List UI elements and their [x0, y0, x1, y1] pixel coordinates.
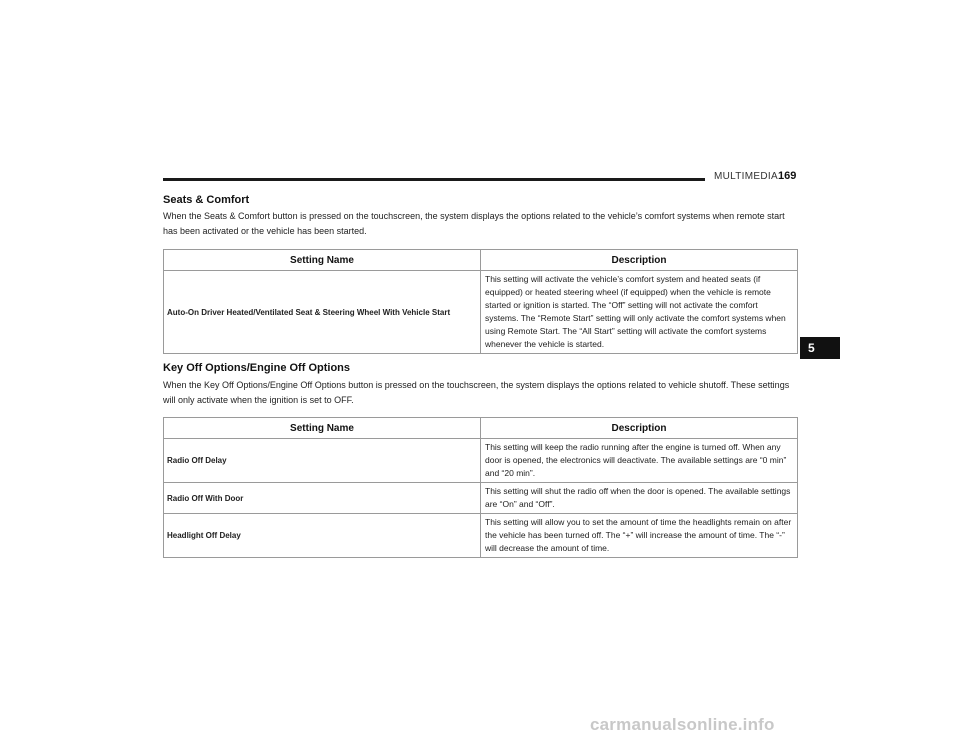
seats-comfort-table — [163, 249, 798, 354]
table-row — [164, 271, 798, 354]
seats-comfort-title: Seats & Comfort — [163, 194, 250, 206]
setting-description: This setting will allow you to set the amount of time the headlights remain on after the vehicle has been turned off. The “+” will increase the amount of time. The “-” will decrease the amount of time. — [481, 514, 798, 558]
running-header-section: MULTIMEDIA — [714, 171, 778, 182]
seats-comfort-intro: When the Seats & Comfort button is pressed on the touchscreen, the system displays the options related to the vehicle’s comfort systems when remote start has been activated or the vehicle has been started. — [163, 211, 785, 236]
setting-name: Auto-On Driver Heated/Ventilated Seat & Steering Wheel With Vehicle Start — [164, 271, 481, 354]
page-number: 169 — [778, 170, 797, 182]
key-off-table — [163, 417, 798, 558]
watermark-text: carmanualsonline.info — [590, 715, 775, 734]
column-header-setting-name: Setting Name — [164, 250, 481, 271]
key-off-intro: When the Key Off Options/Engine Off Options button is pressed on the touchscreen, the system displays the options related to vehicle shutoff. These settings will only activate when the ignition is set to OFF. — [163, 380, 790, 405]
table-row — [164, 483, 798, 514]
header-rule — [163, 178, 705, 181]
setting-description: This setting will shut the radio off when the door is opened. The available settings are “On” and “Off”. — [481, 483, 798, 514]
column-header-description: Description — [481, 418, 798, 439]
key-off-title: Key Off Options/Engine Off Options — [163, 362, 350, 374]
setting-name: Radio Off With Door — [164, 483, 481, 514]
table-row — [164, 514, 798, 558]
column-header-setting-name: Setting Name — [164, 418, 481, 439]
column-header-description: Description — [481, 250, 798, 271]
table-header-row — [164, 250, 798, 271]
setting-description: This setting will keep the radio running after the engine is turned off. When any door is opened, the electronics will deactivate. The available settings are “0 min” and “20 min”. — [481, 439, 798, 483]
setting-name: Headlight Off Delay — [164, 514, 481, 558]
table-row — [164, 439, 798, 483]
setting-name: Radio Off Delay — [164, 439, 481, 483]
chapter-tab: 5 — [800, 337, 840, 359]
table-header-row — [164, 418, 798, 439]
setting-description: This setting will activate the vehicle’s comfort system and heated seats (if equipped) or heated steering wheel (if equipped) when the vehicle is remote started or ignition is started. The “Off” setting will not activate the comfort systems. The “Remote Start” setting will only activate the comfort systems when using Remote Start. The “All Start” setting will activate the comfort systems whenever the vehicle is started. — [481, 271, 798, 354]
